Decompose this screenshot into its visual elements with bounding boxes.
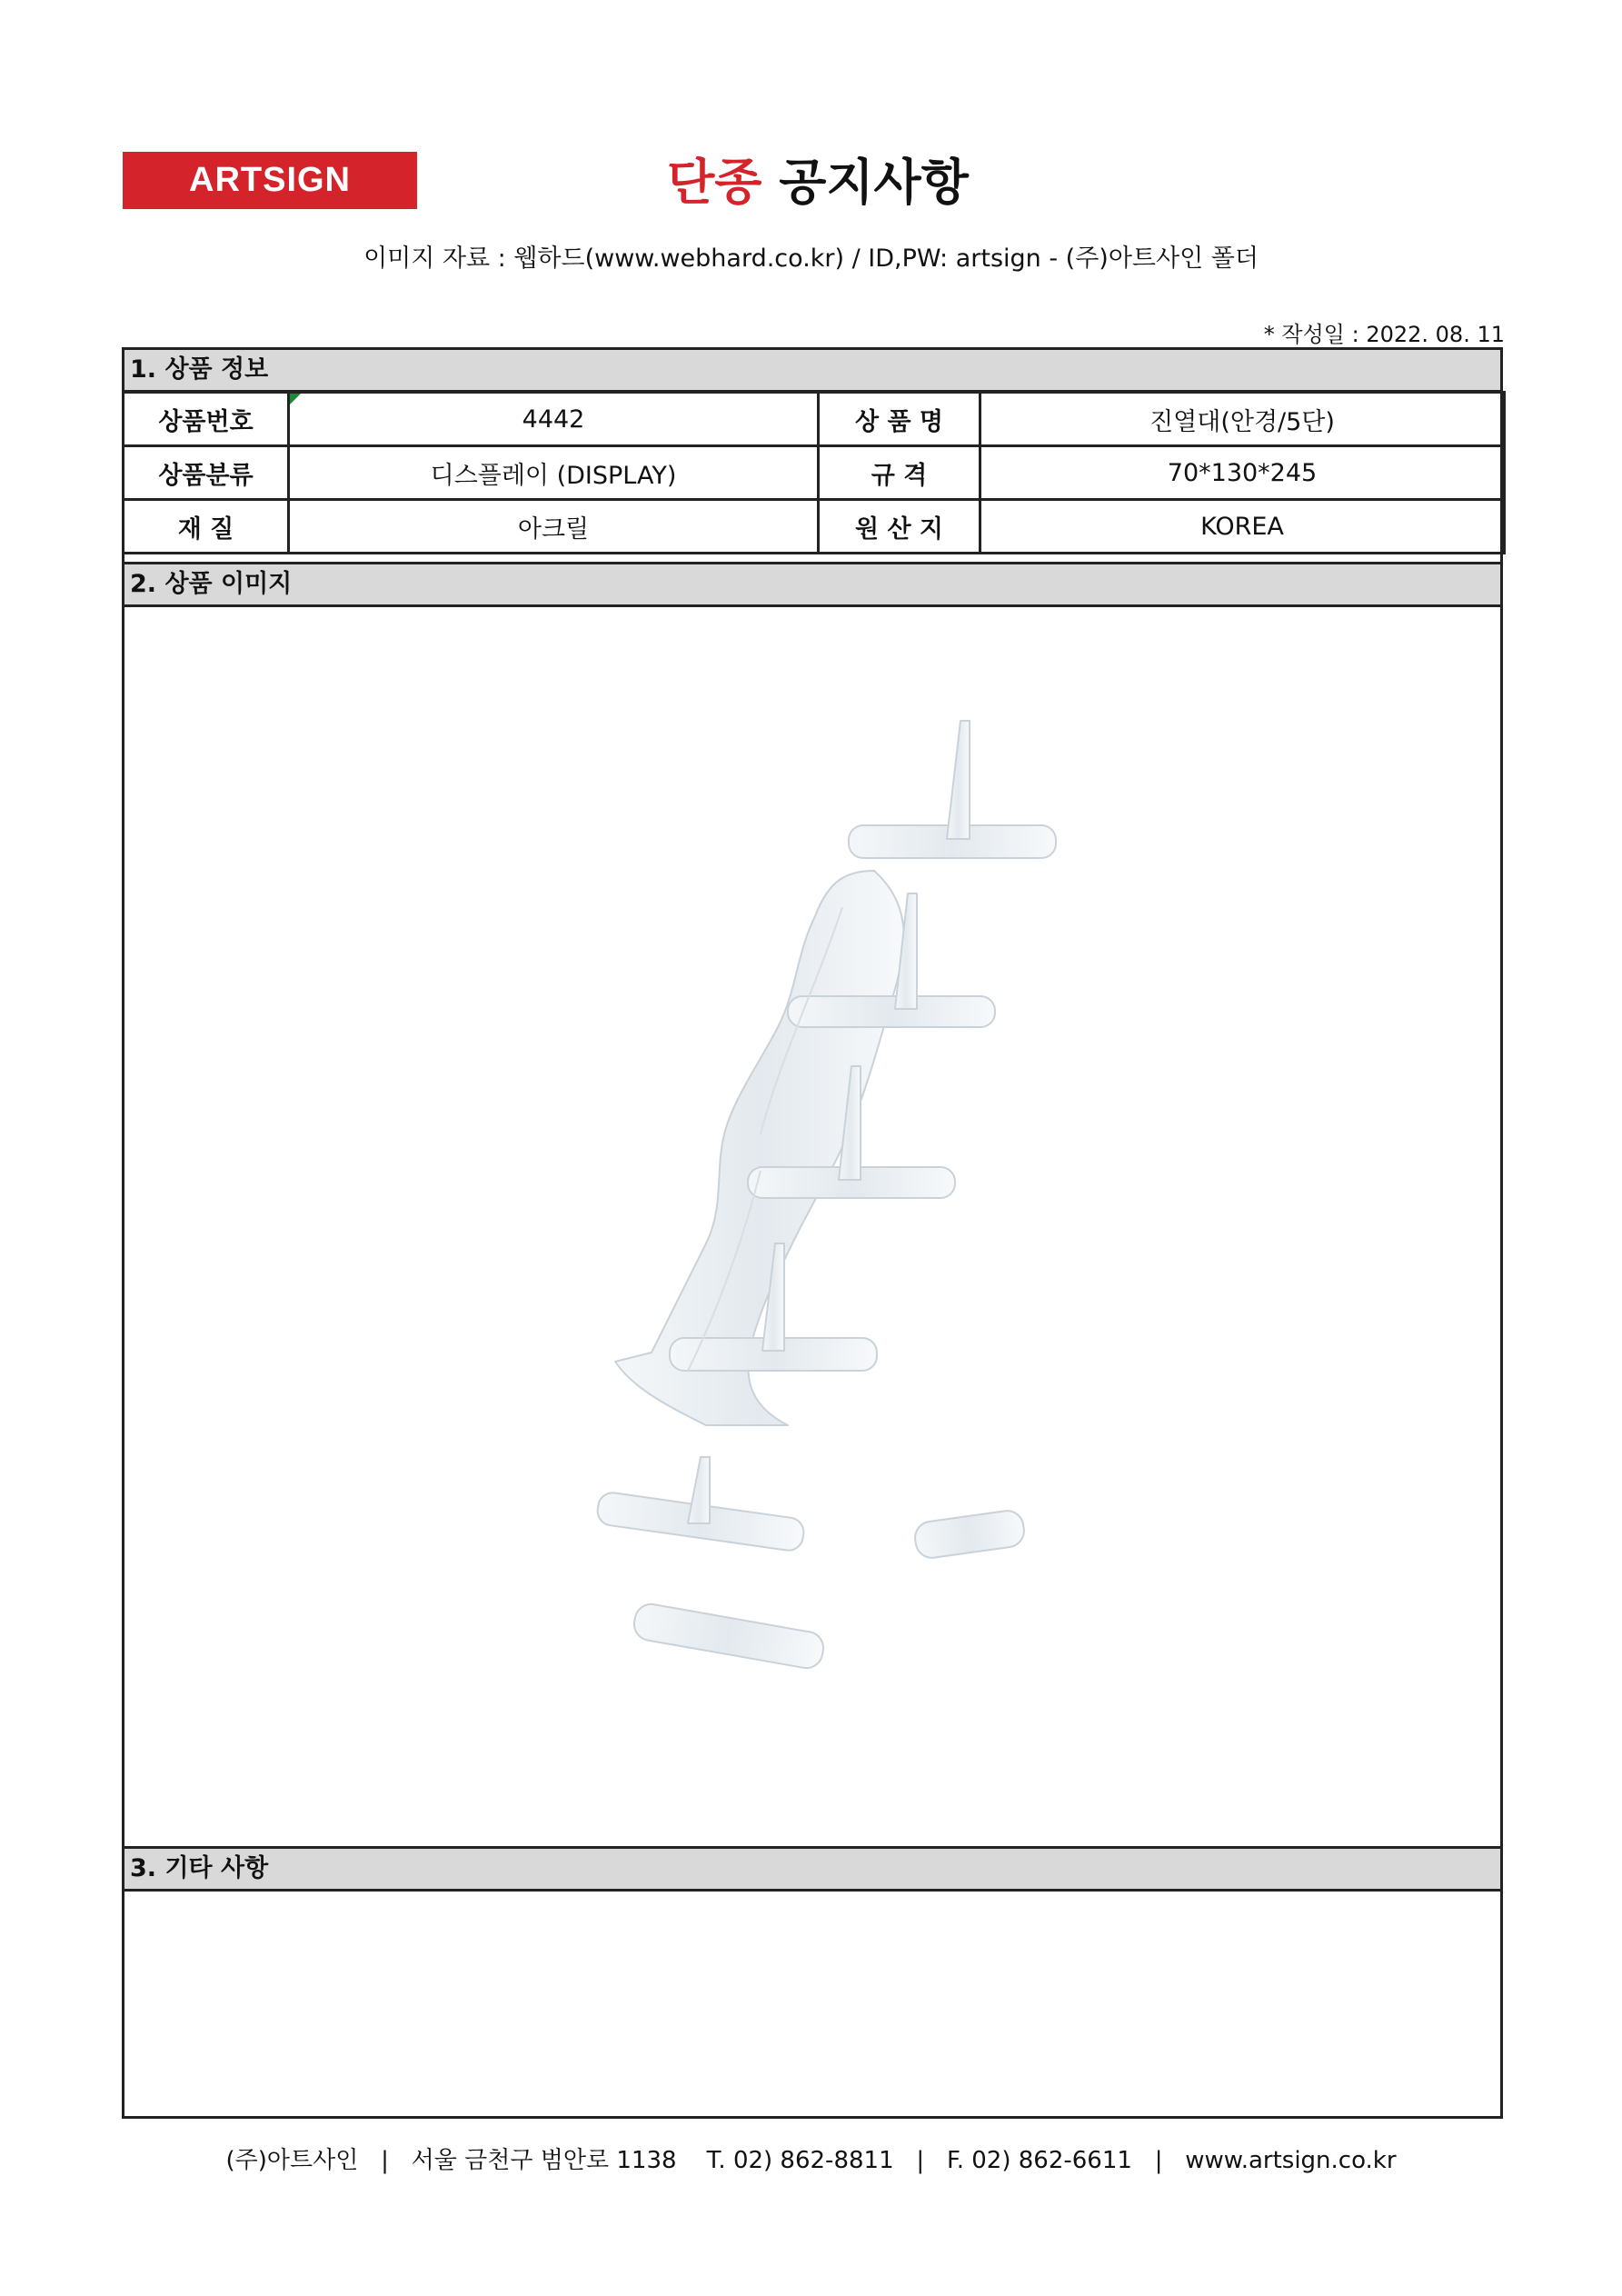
product-number-label: 상품번호 (124, 393, 289, 446)
cell-comment-marker (290, 394, 301, 404)
origin-value: KOREA (980, 500, 1505, 554)
artsign-logo: ARTSIGN (123, 152, 417, 209)
acrylic-glasses-stand-illustration (124, 607, 1500, 1845)
title-notice: 공지사항 (779, 154, 969, 211)
table-row (124, 446, 1505, 500)
section-product-info-heading: 1. 상품 정보 (122, 347, 1503, 393)
section-product-image-heading: 2. 상품 이미지 (122, 562, 1503, 607)
title-discontinued: 단종 (667, 154, 762, 211)
company-footer: (주)아트사인 | 서울 금천구 범안로 1138 T. 02) 862-8811 | F. 02) 862-6611 | www.artsign.co.kr (225, 2147, 1397, 2174)
size-value: 70*130*245 (980, 446, 1505, 500)
product-image (124, 607, 1500, 1845)
section-other-notes-heading: 3. 기타 사항 (122, 1846, 1503, 1892)
product-info-table (122, 391, 1506, 554)
material-value: 아크릴 (289, 500, 819, 554)
table-row (124, 393, 1505, 446)
table-row (124, 500, 1505, 554)
category-value: 디스플레이 (DISPLAY) (289, 446, 819, 500)
origin-label: 원 산 지 (819, 500, 980, 554)
material-label: 재 질 (124, 500, 289, 554)
category-label: 상품분류 (124, 446, 289, 500)
size-label: 규 격 (819, 446, 980, 500)
product-name-label: 상 품 명 (819, 393, 980, 446)
image-source-note: 이미지 자료 : 웹하드(www.webhard.co.kr) / ID,PW: artsign - (주)아트사인 폴더 (363, 245, 1259, 273)
product-number-value: 4442 (289, 393, 819, 446)
product-name-value: 진열대(안경/5단) (980, 393, 1505, 446)
written-date: * 작성일 : 2022. 08. 11 (1263, 322, 1505, 347)
other-notes-content (124, 1892, 1500, 2116)
page-title (545, 144, 1090, 214)
